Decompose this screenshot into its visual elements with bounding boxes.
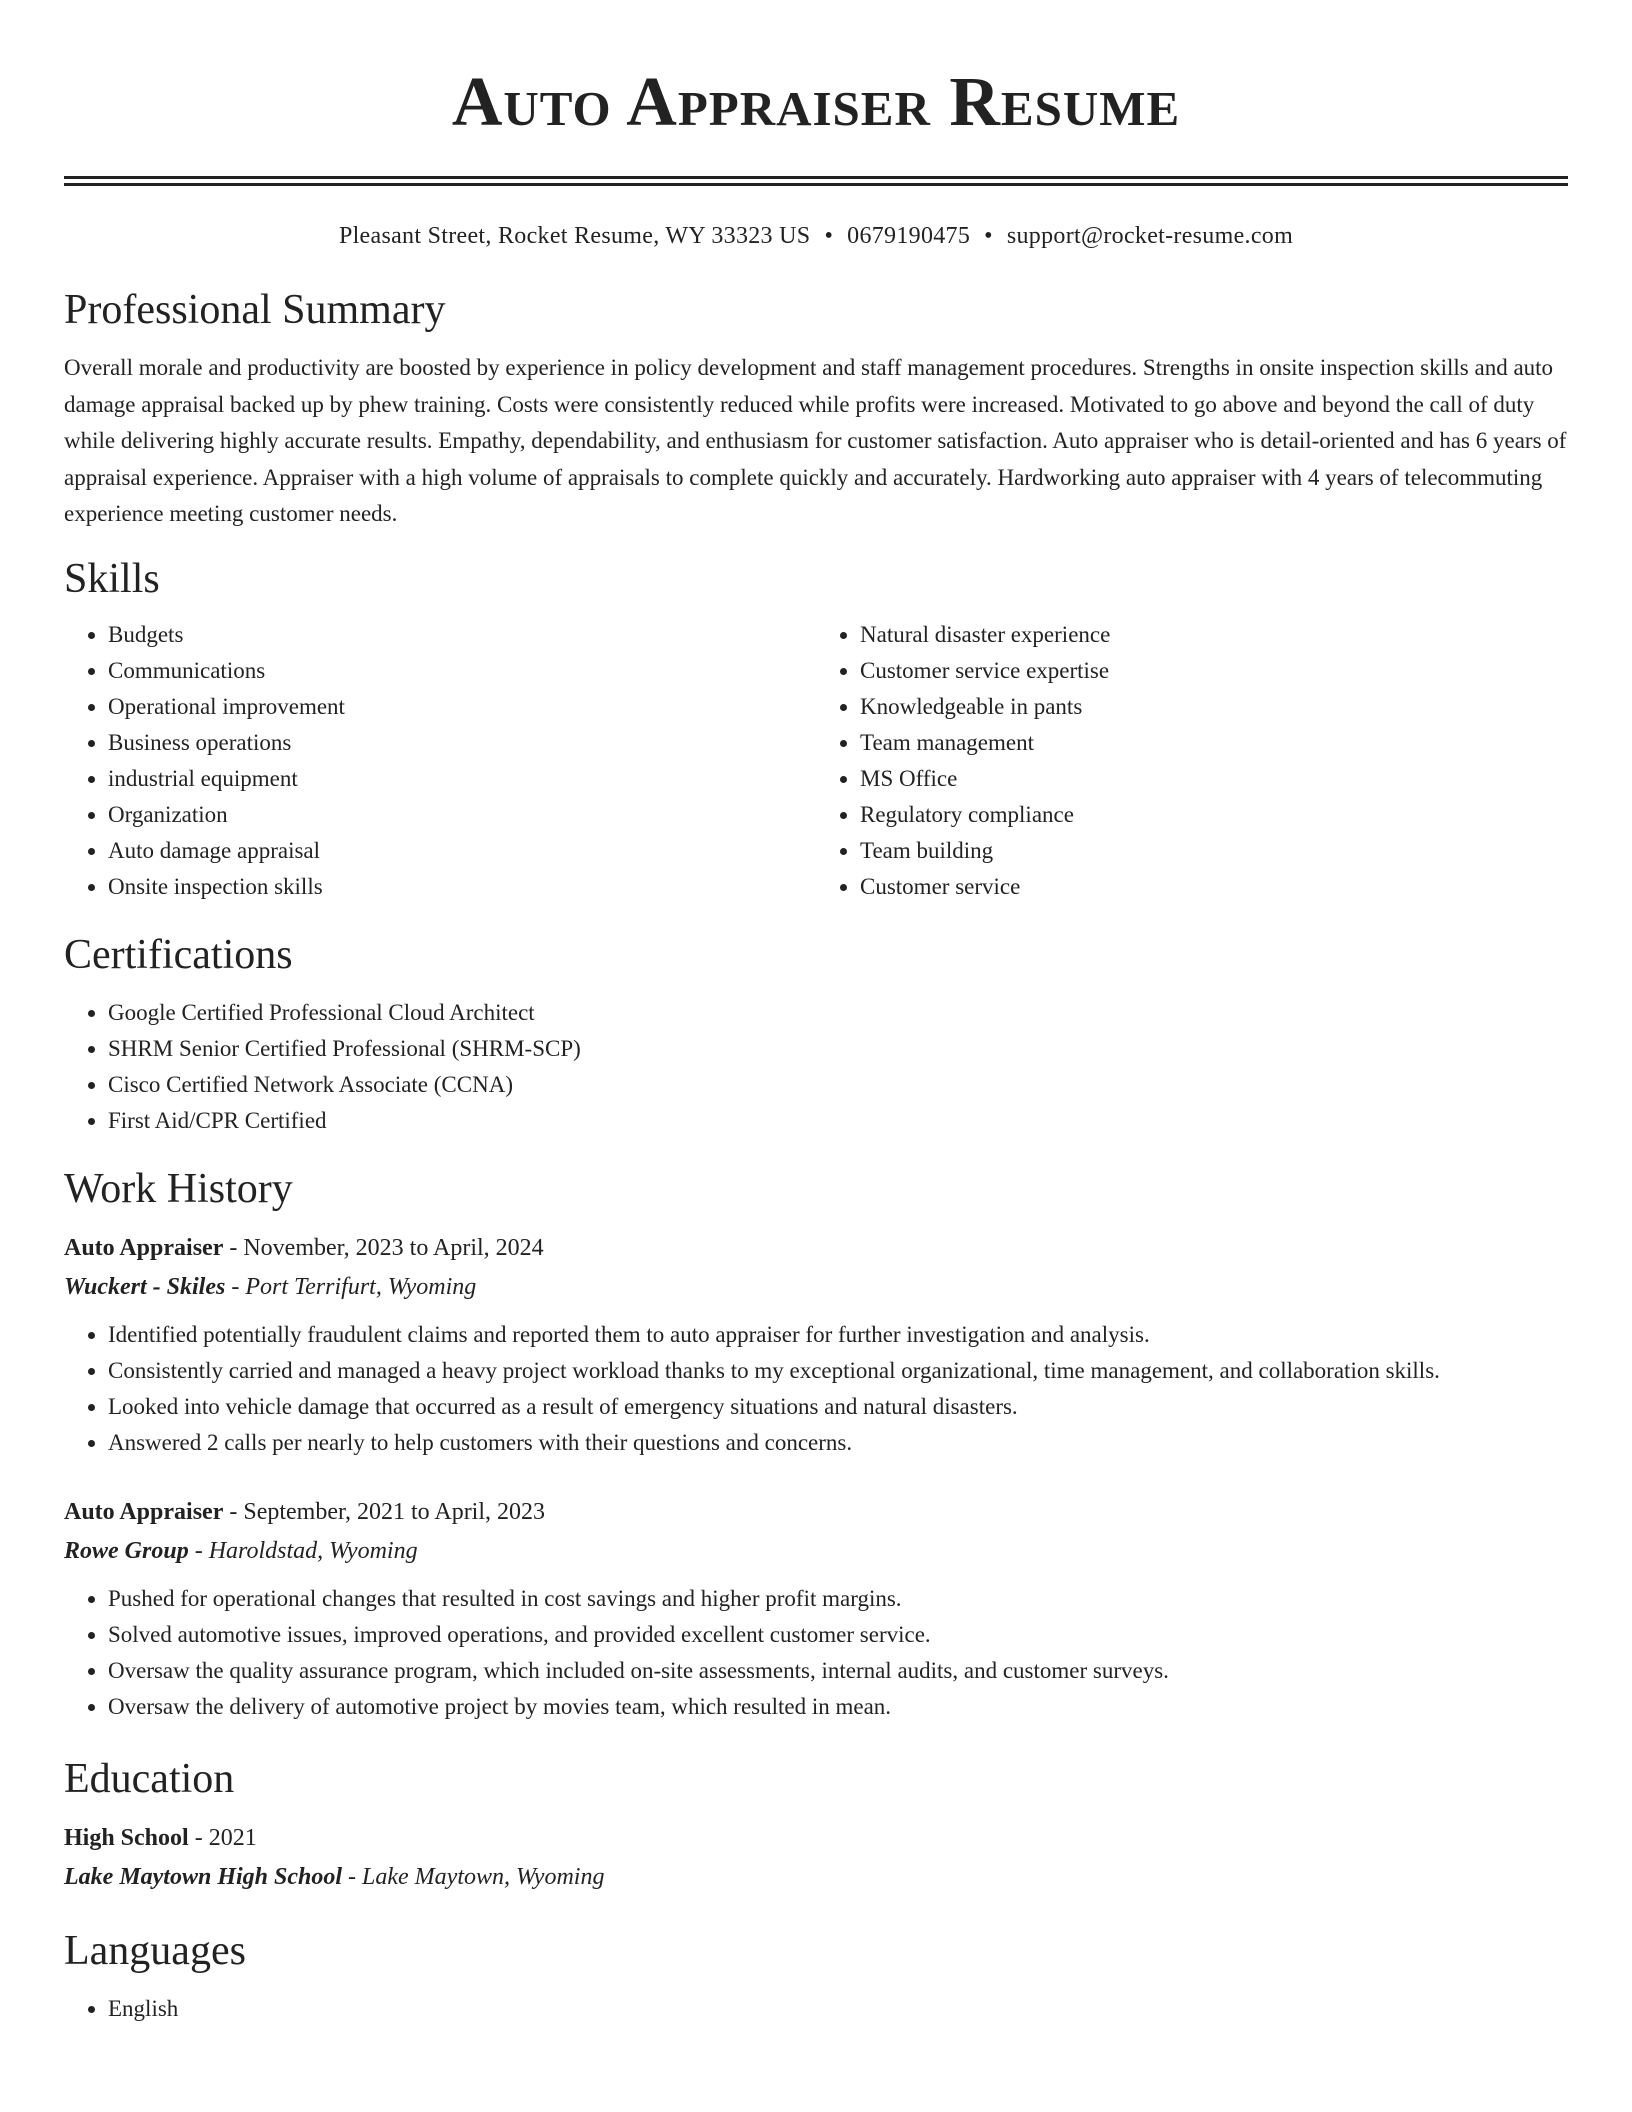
dash: - bbox=[225, 1273, 246, 1300]
language-item: • English bbox=[108, 1991, 1568, 2027]
job-title: Auto Appraiser bbox=[64, 1498, 224, 1525]
job-bullet: • Pushed for operational changes that resulted in cost savings and higher profit margins. bbox=[108, 1581, 1568, 1617]
contact-address: Pleasant Street, Rocket Resume, WY 33323 US bbox=[338, 223, 811, 249]
education-year: 2021 bbox=[208, 1824, 257, 1851]
dash: - bbox=[188, 1824, 209, 1851]
skill-item: • Customer service bbox=[860, 869, 1568, 905]
job-company: Wuckert - Skiles bbox=[64, 1273, 226, 1300]
education-heading: Education bbox=[64, 1755, 235, 1802]
skill-item: • Team management bbox=[860, 725, 1568, 761]
certification-item: • Google Certified Professional Cloud Architect bbox=[108, 995, 1568, 1031]
job-bullets bbox=[64, 1317, 1568, 1461]
certification-item: • SHRM Senior Certified Professional (SHRM-SCP) bbox=[108, 1031, 1568, 1067]
education-entry bbox=[64, 1819, 1568, 1897]
contact-line bbox=[64, 220, 1568, 252]
skill-item: • Auto damage appraisal bbox=[108, 833, 816, 869]
work-history-heading: Work History bbox=[64, 1165, 293, 1212]
skill-item: • industrial equipment bbox=[108, 761, 816, 797]
job-entry bbox=[64, 1229, 1568, 1461]
dash: - bbox=[342, 1863, 363, 1890]
contact-separator: • bbox=[984, 223, 993, 249]
contact-email: support@rocket-resume.com bbox=[1006, 223, 1294, 249]
job-title-line bbox=[64, 1229, 1568, 1267]
job-bullet: • Oversaw the quality assurance program, which included on-site assessments, internal audits, and customer surveys. bbox=[108, 1653, 1568, 1689]
job-bullet: • Looked into vehicle damage that occurred as a result of emergency situations and natural disasters. bbox=[108, 1389, 1568, 1425]
certifications-list bbox=[64, 995, 1568, 1139]
job-title-line bbox=[64, 1493, 1568, 1531]
job-dates: September, 2021 to April, 2023 bbox=[243, 1498, 546, 1525]
contact-phone: 0679190475 bbox=[847, 223, 971, 249]
skill-item: • Team building bbox=[860, 833, 1568, 869]
dash: - bbox=[223, 1234, 244, 1261]
skill-item: • Regulatory compliance bbox=[860, 797, 1568, 833]
job-company-line bbox=[64, 1267, 1568, 1307]
education-school-line bbox=[64, 1857, 1568, 1897]
skills-heading: Skills bbox=[64, 555, 160, 602]
summary-text: Overall morale and productivity are boosted by experience in policy development and staff management procedures. Strengths in onsite inspection skills and auto damage appraisal backed up by phew training. Costs were consistently reduced while profits were increased. Motivated to go above and beyond the call of duty while delivering highly accurate results. Empathy, dependability, and enthusiasm for customer satisfaction. Auto appraiser who is detail-oriented and has 6 years of appraisal experience. Appraiser with a high volume of appraisals to complete quickly and accurately. Hardworking auto appraiser with 4 years of telecommuting experience meeting customer needs. bbox=[64, 355, 1567, 526]
skill-item: • Organization bbox=[108, 797, 816, 833]
job-company: Rowe Group bbox=[64, 1537, 189, 1564]
job-entry bbox=[64, 1493, 1568, 1725]
certifications-heading: Certifications bbox=[64, 931, 293, 978]
skill-item: • MS Office bbox=[860, 761, 1568, 797]
title-double-rule bbox=[64, 176, 1568, 186]
skill-item: • Natural disaster experience bbox=[860, 617, 1568, 653]
skill-item: • Business operations bbox=[108, 725, 816, 761]
skill-item: • Operational improvement bbox=[108, 689, 816, 725]
job-location: Port Terrifurt, Wyoming bbox=[245, 1273, 477, 1300]
skill-item: • Onsite inspection skills bbox=[108, 869, 816, 905]
languages-heading: Languages bbox=[64, 1927, 246, 1974]
skills-list-right bbox=[816, 617, 1568, 905]
skill-item: • Knowledgeable in pants bbox=[860, 689, 1568, 725]
languages-list bbox=[64, 1991, 1568, 2027]
skill-item: • Customer service expertise bbox=[860, 653, 1568, 689]
job-title: Auto Appraiser bbox=[64, 1234, 224, 1261]
education-location: Lake Maytown, Wyoming bbox=[362, 1863, 605, 1890]
summary-heading: Professional Summary bbox=[64, 287, 446, 333]
job-bullet: • Identified potentially fraudulent claims and reported them to auto appraiser for further investigation and analysis. bbox=[108, 1317, 1568, 1353]
job-bullet: • Solved automotive issues, improved operations, and provided excellent customer service. bbox=[108, 1617, 1568, 1653]
skills-columns bbox=[64, 617, 1568, 905]
education-degree: High School bbox=[64, 1824, 189, 1851]
dash: - bbox=[223, 1498, 244, 1525]
contact-separator: • bbox=[824, 223, 834, 249]
education-school: Lake Maytown High School bbox=[64, 1863, 343, 1890]
job-company-line bbox=[64, 1531, 1568, 1571]
certification-item: • First Aid/CPR Certified bbox=[108, 1103, 1568, 1139]
job-bullet: • Consistently carried and managed a heavy project workload thanks to my exceptional organizational, time management, and collaboration skills. bbox=[108, 1353, 1568, 1389]
job-bullet: • Answered 2 calls per nearly to help customers with their questions and concerns. bbox=[108, 1425, 1568, 1461]
skills-list-left bbox=[64, 617, 816, 905]
job-bullet: • Oversaw the delivery of automotive project by movies team, which resulted in mean. bbox=[108, 1689, 1568, 1725]
job-dates: November, 2023 to April, 2024 bbox=[243, 1234, 544, 1261]
job-location: Haroldstad, Wyoming bbox=[208, 1537, 418, 1564]
dash: - bbox=[188, 1537, 209, 1564]
education-degree-line bbox=[64, 1819, 1568, 1857]
certification-item: • Cisco Certified Network Associate (CCNA) bbox=[108, 1067, 1568, 1103]
skill-item: • Budgets bbox=[108, 617, 816, 653]
resume-title: Auto Appraiser Resume bbox=[451, 64, 1181, 141]
job-bullets bbox=[64, 1581, 1568, 1725]
skill-item: • Communications bbox=[108, 653, 816, 689]
